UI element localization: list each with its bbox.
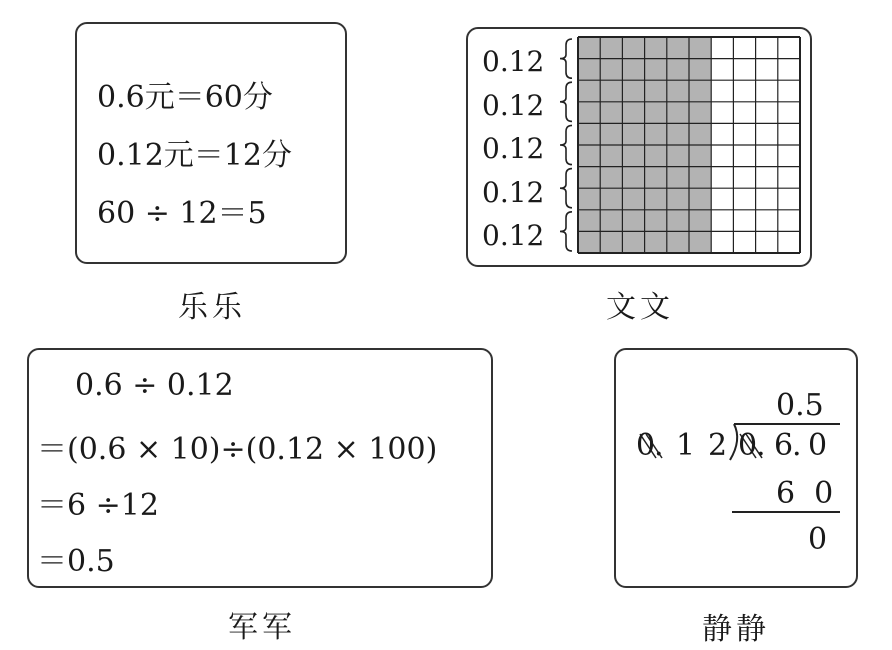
wenwen-brace (560, 125, 572, 164)
junjun-caption: 军军 (228, 610, 296, 645)
wenwen-row-label: 0.12 (482, 219, 545, 252)
junjun-line-3: ＝6 ÷12 (37, 488, 159, 523)
lele-caption: 乐乐 (178, 290, 246, 325)
jingjing-divisor-digit: . (654, 428, 664, 463)
jingjing-dividend-digit: . (792, 428, 802, 463)
wenwen-row-label: 0.12 (482, 89, 545, 122)
wenwen-card (466, 27, 812, 267)
jingjing-product: 6 0 (776, 476, 834, 511)
wenwen-hundred-grid (550, 35, 804, 259)
wenwen-row-label: 0.12 (482, 45, 545, 78)
lele-card (75, 22, 347, 264)
wenwen-brace (560, 39, 572, 78)
wenwen-brace (560, 212, 572, 251)
junjun-line-2: ＝(0.6 × 10)÷(0.12 × 100) (37, 432, 438, 467)
jingjing-caption: 静静 (702, 612, 770, 647)
jingjing-dividend-digit: 0 (808, 428, 828, 463)
jingjing-divisor-digit: 1 (676, 428, 696, 463)
lele-line-2: 0.12元＝12分 (97, 138, 292, 173)
junjun-line-4: ＝0.5 (37, 544, 115, 579)
jingjing-divisor-digit: 2 (708, 428, 728, 463)
lele-line-3: 60 ÷ 12＝5 (97, 196, 267, 231)
jingjing-remainder: 0 (808, 522, 828, 557)
jingjing-quotient: 0.5 (776, 388, 824, 423)
wenwen-brace (560, 82, 572, 121)
wenwen-caption: 文文 (606, 290, 674, 325)
jingjing-card (614, 348, 858, 588)
lele-line-1: 0.6元＝60分 (97, 80, 273, 115)
jingjing-dividend-digit: 6 (774, 428, 794, 463)
wenwen-brace (560, 169, 572, 208)
junjun-line-1: 0.6 ÷ 0.12 (75, 368, 234, 403)
jingjing-dividend-digit: . (756, 428, 766, 463)
wenwen-row-label: 0.12 (482, 132, 545, 165)
jingjing-divisor-digit: 0 (636, 428, 656, 463)
junjun-card (27, 348, 493, 588)
wenwen-row-label: 0.12 (482, 176, 545, 209)
jingjing-dividend-digit: 0 (738, 428, 758, 463)
